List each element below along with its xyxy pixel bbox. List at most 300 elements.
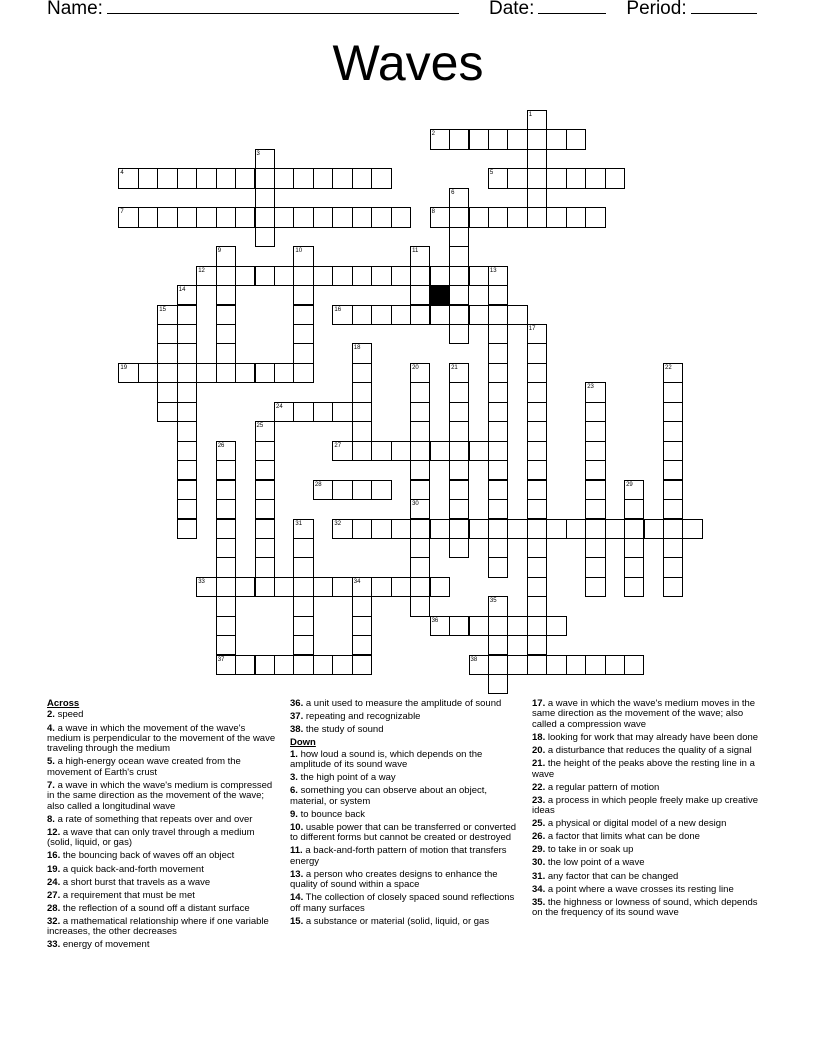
- grid-cell[interactable]: [449, 227, 469, 247]
- grid-cell[interactable]: [624, 577, 644, 597]
- grid-cell[interactable]: [624, 538, 644, 558]
- grid-cell[interactable]: [585, 168, 605, 188]
- grid-cell[interactable]: [624, 655, 644, 675]
- grid-cell[interactable]: [255, 557, 275, 577]
- period-label: Period:: [626, 0, 687, 19]
- grid-cell[interactable]: [488, 441, 508, 461]
- grid-cell[interactable]: [410, 441, 430, 461]
- grid-cell[interactable]: [371, 168, 391, 188]
- grid-cell[interactable]: [255, 207, 275, 227]
- clue-num: 29.: [532, 844, 546, 856]
- grid-cell[interactable]: [157, 324, 177, 344]
- grid-cell[interactable]: [507, 305, 527, 325]
- grid-cell[interactable]: [255, 519, 275, 539]
- grid-cell[interactable]: [585, 207, 605, 227]
- grid-cell[interactable]: [216, 538, 236, 558]
- grid-cell[interactable]: [216, 557, 236, 577]
- grid-cell[interactable]: [663, 441, 683, 461]
- grid-cell[interactable]: [663, 557, 683, 577]
- grid-cell[interactable]: [255, 363, 275, 383]
- grid-cell[interactable]: [391, 266, 411, 286]
- grid-cell[interactable]: [255, 655, 275, 675]
- grid-cell[interactable]: [488, 519, 508, 539]
- grid-cell[interactable]: [507, 129, 527, 149]
- grid-cell[interactable]: [255, 499, 275, 519]
- grid-cell[interactable]: [352, 519, 372, 539]
- grid-cell[interactable]: [235, 207, 255, 227]
- grid-cell[interactable]: [332, 480, 352, 500]
- grid-cell[interactable]: [546, 655, 566, 675]
- grid-cell[interactable]: [469, 441, 489, 461]
- grid-cell[interactable]: [255, 441, 275, 461]
- grid-cell[interactable]: [469, 207, 489, 227]
- grid-cell[interactable]: [410, 596, 430, 616]
- grid-cell[interactable]: [605, 519, 625, 539]
- grid-cell[interactable]: [235, 655, 255, 675]
- grid-cell[interactable]: [566, 129, 586, 149]
- grid-cell[interactable]: [352, 363, 372, 383]
- grid-cell[interactable]: [216, 305, 236, 325]
- grid-cell[interactable]: [391, 441, 411, 461]
- grid-cell[interactable]: [255, 460, 275, 480]
- clue-number: 23: [587, 384, 594, 391]
- clue-number: 22: [665, 364, 672, 371]
- grid-cell[interactable]: [527, 149, 547, 169]
- grid-cell[interactable]: [255, 227, 275, 247]
- grid-cell[interactable]: [293, 343, 313, 363]
- grid-cell[interactable]: [352, 402, 372, 422]
- grid-cell[interactable]: [391, 577, 411, 597]
- grid-cell[interactable]: [391, 305, 411, 325]
- clue-text: a back-and-forth pattern of motion that transfers energy: [290, 845, 507, 867]
- grid-cell[interactable]: [274, 655, 294, 675]
- grid-cell[interactable]: [507, 207, 527, 227]
- grid-cell[interactable]: [371, 577, 391, 597]
- grid-cell[interactable]: [527, 421, 547, 441]
- grid-cell[interactable]: [488, 305, 508, 325]
- grid-cell[interactable]: [293, 616, 313, 636]
- grid-cell[interactable]: [177, 324, 197, 344]
- clue-number: 11: [412, 248, 419, 255]
- grid-cell[interactable]: [216, 616, 236, 636]
- grid-cell[interactable]: [255, 188, 275, 208]
- grid-cell[interactable]: [488, 480, 508, 500]
- grid-cell[interactable]: [585, 441, 605, 461]
- grid-cell[interactable]: [274, 266, 294, 286]
- grid-cell[interactable]: [196, 207, 216, 227]
- grid-cell[interactable]: [274, 363, 294, 383]
- grid-cell[interactable]: [293, 655, 313, 675]
- grid-cell[interactable]: [449, 538, 469, 558]
- grid-cell[interactable]: [157, 363, 177, 383]
- clue-text: the height of the peaks above the resting line in a wave: [532, 758, 755, 780]
- grid-cell[interactable]: [138, 168, 158, 188]
- grid-cell[interactable]: [527, 363, 547, 383]
- grid-cell[interactable]: [449, 402, 469, 422]
- grid-cell[interactable]: [391, 519, 411, 539]
- grid-cell[interactable]: [644, 519, 664, 539]
- grid-cell[interactable]: [527, 616, 547, 636]
- grid-cell[interactable]: [410, 460, 430, 480]
- grid-cell[interactable]: [488, 674, 508, 694]
- grid-cell[interactable]: [585, 519, 605, 539]
- grid-cell[interactable]: [313, 168, 333, 188]
- grid-cell[interactable]: [235, 577, 255, 597]
- grid-cell[interactable]: [157, 168, 177, 188]
- grid-cell[interactable]: [663, 402, 683, 422]
- grid-cell[interactable]: [488, 421, 508, 441]
- grid-cell[interactable]: [566, 168, 586, 188]
- clue-item: [47, 878, 277, 888]
- grid-cell[interactable]: [352, 421, 372, 441]
- grid-cell[interactable]: [488, 285, 508, 305]
- grid-cell[interactable]: [566, 207, 586, 227]
- grid-cell[interactable]: [527, 188, 547, 208]
- grid-cell[interactable]: [527, 343, 547, 363]
- grid-cell[interactable]: [449, 324, 469, 344]
- grid-cell[interactable]: [293, 577, 313, 597]
- grid-cell[interactable]: [216, 266, 236, 286]
- grid-cell[interactable]: [293, 207, 313, 227]
- grid-cell[interactable]: [469, 266, 489, 286]
- clue-num: 32.: [47, 915, 61, 927]
- grid-cell[interactable]: [469, 305, 489, 325]
- grid-cell[interactable]: [216, 577, 236, 597]
- grid-cell[interactable]: [235, 266, 255, 286]
- grid-cell[interactable]: [410, 266, 430, 286]
- grid-cell[interactable]: [585, 480, 605, 500]
- grid-cell[interactable]: [410, 421, 430, 441]
- grid-cell[interactable]: [177, 363, 197, 383]
- grid-cell[interactable]: [371, 441, 391, 461]
- grid-cell[interactable]: [177, 382, 197, 402]
- grid-cell[interactable]: [566, 519, 586, 539]
- grid-cell[interactable]: [527, 129, 547, 149]
- grid-cell[interactable]: [449, 382, 469, 402]
- grid-cell[interactable]: [449, 421, 469, 441]
- grid-cell[interactable]: [216, 168, 236, 188]
- grid-cell[interactable]: [663, 538, 683, 558]
- clue-text: the low point of a wave: [545, 857, 645, 869]
- grid-cell[interactable]: [488, 460, 508, 480]
- grid-cell[interactable]: [216, 460, 236, 480]
- grid-cell[interactable]: [332, 655, 352, 675]
- grid-cell[interactable]: [527, 168, 547, 188]
- grid-cell[interactable]: [138, 363, 158, 383]
- grid-cell[interactable]: [585, 499, 605, 519]
- grid-cell[interactable]: [546, 168, 566, 188]
- grid-cell[interactable]: [410, 402, 430, 422]
- grid-cell[interactable]: [352, 168, 372, 188]
- grid-cell[interactable]: [177, 168, 197, 188]
- grid-cell[interactable]: [274, 207, 294, 227]
- grid-cell[interactable]: [527, 577, 547, 597]
- grid-cell[interactable]: [430, 266, 450, 286]
- grid-cell[interactable]: [177, 207, 197, 227]
- grid-cell[interactable]: [410, 557, 430, 577]
- grid-cell[interactable]: [196, 363, 216, 383]
- grid-cell[interactable]: [410, 382, 430, 402]
- grid-cell[interactable]: [410, 577, 430, 597]
- grid-cell[interactable]: [507, 655, 527, 675]
- grid-cell[interactable]: [546, 519, 566, 539]
- clue-text: a wave that can only travel through a medium (solid, liquid, or gas): [47, 826, 255, 849]
- grid-cell[interactable]: [235, 168, 255, 188]
- grid-cell[interactable]: [507, 168, 527, 188]
- grid-cell[interactable]: [527, 519, 547, 539]
- grid-cell[interactable]: [410, 538, 430, 558]
- grid-cell[interactable]: [449, 266, 469, 286]
- grid-cell[interactable]: [527, 538, 547, 558]
- grid-cell[interactable]: [527, 441, 547, 461]
- clue-text: something you can observe about an object, material, or system: [290, 785, 488, 807]
- grid-cell[interactable]: [332, 402, 352, 422]
- grid-cell[interactable]: [488, 655, 508, 675]
- grid-cell[interactable]: [410, 480, 430, 500]
- grid-cell[interactable]: [546, 616, 566, 636]
- grid-cell[interactable]: [352, 266, 372, 286]
- clue-item: [290, 786, 520, 807]
- grid-cell[interactable]: [488, 207, 508, 227]
- grid-cell[interactable]: [293, 324, 313, 344]
- grid-cell[interactable]: [488, 402, 508, 422]
- grid-cell[interactable]: [585, 421, 605, 441]
- grid-cell[interactable]: [449, 499, 469, 519]
- grid-cell[interactable]: [332, 266, 352, 286]
- grid-cell[interactable]: [488, 635, 508, 655]
- grid-cell[interactable]: [449, 519, 469, 539]
- clue-number: 27: [334, 442, 342, 449]
- grid-cell[interactable]: [216, 343, 236, 363]
- grid-cell[interactable]: [488, 363, 508, 383]
- grid-cell[interactable]: [488, 129, 508, 149]
- grid-cell[interactable]: [371, 305, 391, 325]
- grid-cell[interactable]: [566, 655, 586, 675]
- grid-cell[interactable]: [332, 207, 352, 227]
- grid-cell[interactable]: [430, 441, 450, 461]
- grid-cell[interactable]: [293, 557, 313, 577]
- grid-cell[interactable]: [177, 421, 197, 441]
- grid-cell[interactable]: [177, 343, 197, 363]
- grid-cell[interactable]: [371, 207, 391, 227]
- grid-cell[interactable]: [255, 266, 275, 286]
- grid-cell[interactable]: [371, 266, 391, 286]
- grid-cell[interactable]: [488, 343, 508, 363]
- grid-cell[interactable]: [663, 421, 683, 441]
- grid-cell[interactable]: [605, 655, 625, 675]
- grid-cell[interactable]: [527, 460, 547, 480]
- grid-cell[interactable]: [293, 402, 313, 422]
- grid-cell[interactable]: [449, 460, 469, 480]
- grid-cell[interactable]: [293, 635, 313, 655]
- grid-cell[interactable]: [313, 577, 333, 597]
- grid-cell[interactable]: [235, 363, 255, 383]
- grid-cell[interactable]: [313, 266, 333, 286]
- grid-cell[interactable]: [371, 519, 391, 539]
- grid-cell[interactable]: [527, 635, 547, 655]
- grid-cell[interactable]: [585, 402, 605, 422]
- grid-cell[interactable]: [488, 538, 508, 558]
- grid-cell[interactable]: [177, 519, 197, 539]
- grid-cell[interactable]: [293, 266, 313, 286]
- grid-cell[interactable]: [352, 441, 372, 461]
- grid-cell[interactable]: [371, 480, 391, 500]
- clue-item: [47, 891, 277, 901]
- grid-cell[interactable]: [313, 207, 333, 227]
- grid-cell[interactable]: [216, 635, 236, 655]
- grid-cell[interactable]: [430, 519, 450, 539]
- clue-number: 33: [198, 578, 205, 585]
- grid-cell[interactable]: [624, 499, 644, 519]
- grid-cell[interactable]: [585, 577, 605, 597]
- grid-cell[interactable]: [410, 305, 430, 325]
- grid-cell[interactable]: [507, 519, 527, 539]
- clue-number: 18: [353, 345, 361, 352]
- grid-cell[interactable]: [177, 441, 197, 461]
- grid-cell[interactable]: [527, 499, 547, 519]
- grid-cell[interactable]: [449, 441, 469, 461]
- clue-number: 9: [217, 248, 222, 255]
- grid-cell[interactable]: [527, 382, 547, 402]
- grid-cell[interactable]: [157, 207, 177, 227]
- grid-cell[interactable]: [527, 480, 547, 500]
- grid-cell[interactable]: [293, 168, 313, 188]
- clue-text: speed: [54, 709, 84, 721]
- grid-cell[interactable]: [585, 538, 605, 558]
- grid-cell[interactable]: [157, 402, 177, 422]
- grid-cell[interactable]: [157, 382, 177, 402]
- grid-cell[interactable]: [274, 168, 294, 188]
- grid-cell[interactable]: [332, 577, 352, 597]
- grid-cell[interactable]: [177, 499, 197, 519]
- grid-cell[interactable]: [410, 519, 430, 539]
- grid-cell[interactable]: [196, 168, 216, 188]
- grid-cell[interactable]: [527, 557, 547, 577]
- clue-num: 7.: [47, 779, 55, 791]
- grid-cell[interactable]: [255, 577, 275, 597]
- grid-cell[interactable]: [527, 402, 547, 422]
- clue-num: 11.: [290, 845, 303, 857]
- grid-cell[interactable]: [469, 129, 489, 149]
- grid-cell[interactable]: [663, 382, 683, 402]
- grid-cell[interactable]: [216, 324, 236, 344]
- grid-cell[interactable]: [352, 596, 372, 616]
- grid-cell[interactable]: [216, 596, 236, 616]
- grid-cell[interactable]: [216, 363, 236, 383]
- grid-cell[interactable]: [430, 577, 450, 597]
- grid-cell[interactable]: [216, 207, 236, 227]
- clue-num: 19.: [47, 863, 61, 875]
- grid-cell[interactable]: [352, 480, 372, 500]
- grid-cell[interactable]: [449, 246, 469, 266]
- grid-cell[interactable]: [352, 635, 372, 655]
- grid-cell[interactable]: [488, 382, 508, 402]
- grid-cell[interactable]: [293, 363, 313, 383]
- clues-column-3: [532, 699, 762, 921]
- grid-cell[interactable]: [293, 596, 313, 616]
- grid-cell[interactable]: [663, 480, 683, 500]
- grid-cell[interactable]: [157, 343, 177, 363]
- grid-cell[interactable]: [469, 519, 489, 539]
- grid-cell[interactable]: [293, 285, 313, 305]
- grid-cell[interactable]: [216, 285, 236, 305]
- grid-cell[interactable]: [255, 480, 275, 500]
- grid-cell[interactable]: [682, 519, 702, 539]
- grid-cell[interactable]: [449, 285, 469, 305]
- grid-cell[interactable]: [527, 207, 547, 227]
- grid-cell[interactable]: [624, 557, 644, 577]
- grid-cell[interactable]: [663, 577, 683, 597]
- grid-cell[interactable]: [449, 207, 469, 227]
- grid-cell[interactable]: [352, 616, 372, 636]
- grid-cell[interactable]: [546, 129, 566, 149]
- grid-cell[interactable]: [352, 655, 372, 675]
- grid-cell[interactable]: [449, 480, 469, 500]
- grid-cell[interactable]: [352, 305, 372, 325]
- grid-cell[interactable]: [546, 207, 566, 227]
- grid-cell[interactable]: [449, 129, 469, 149]
- grid-cell[interactable]: [488, 616, 508, 636]
- grid-cell[interactable]: [488, 557, 508, 577]
- grid-cell[interactable]: [507, 616, 527, 636]
- grid-cell[interactable]: [488, 499, 508, 519]
- grid-cell[interactable]: [469, 616, 489, 636]
- grid-cell[interactable]: [216, 480, 236, 500]
- grid-cell[interactable]: [255, 538, 275, 558]
- grid-cell[interactable]: [663, 499, 683, 519]
- grid-cell[interactable]: [663, 460, 683, 480]
- grid-cell[interactable]: [293, 538, 313, 558]
- grid-cell[interactable]: [391, 207, 411, 227]
- grid-cell[interactable]: [313, 655, 333, 675]
- grid-cell[interactable]: [255, 168, 275, 188]
- grid-cell[interactable]: [585, 557, 605, 577]
- grid-cell[interactable]: [313, 402, 333, 422]
- clue-item: [532, 872, 762, 882]
- grid-cell[interactable]: [663, 519, 683, 539]
- grid-cell[interactable]: [177, 480, 197, 500]
- grid-cell[interactable]: [605, 168, 625, 188]
- grid-cell[interactable]: [624, 519, 644, 539]
- grid-cell[interactable]: [449, 305, 469, 325]
- clue-item: [290, 725, 520, 735]
- grid-cell[interactable]: [177, 460, 197, 480]
- grid-cell[interactable]: [216, 519, 236, 539]
- grid-cell[interactable]: [216, 499, 236, 519]
- grid-cell[interactable]: [527, 596, 547, 616]
- clue-num: 30.: [532, 857, 546, 869]
- grid-cell[interactable]: [585, 460, 605, 480]
- grid-cell[interactable]: [527, 655, 547, 675]
- grid-cell[interactable]: [293, 305, 313, 325]
- grid-cell[interactable]: [352, 207, 372, 227]
- grid-cell[interactable]: [585, 655, 605, 675]
- clue-text: a substance or material (solid, liquid, or gas: [303, 915, 490, 927]
- grid-cell[interactable]: [274, 577, 294, 597]
- grid-cell[interactable]: [449, 616, 469, 636]
- grid-cell[interactable]: [352, 382, 372, 402]
- grid-cell[interactable]: [488, 324, 508, 344]
- clue-num: 5.: [47, 756, 55, 768]
- grid-cell[interactable]: [430, 305, 450, 325]
- clue-num: 26.: [532, 831, 546, 843]
- grid-cell[interactable]: [138, 207, 158, 227]
- clue-item: [532, 746, 762, 756]
- grid-cell[interactable]: [177, 305, 197, 325]
- grid-cell[interactable]: [177, 402, 197, 422]
- grid-cell[interactable]: [332, 168, 352, 188]
- grid-cell[interactable]: [410, 285, 430, 305]
